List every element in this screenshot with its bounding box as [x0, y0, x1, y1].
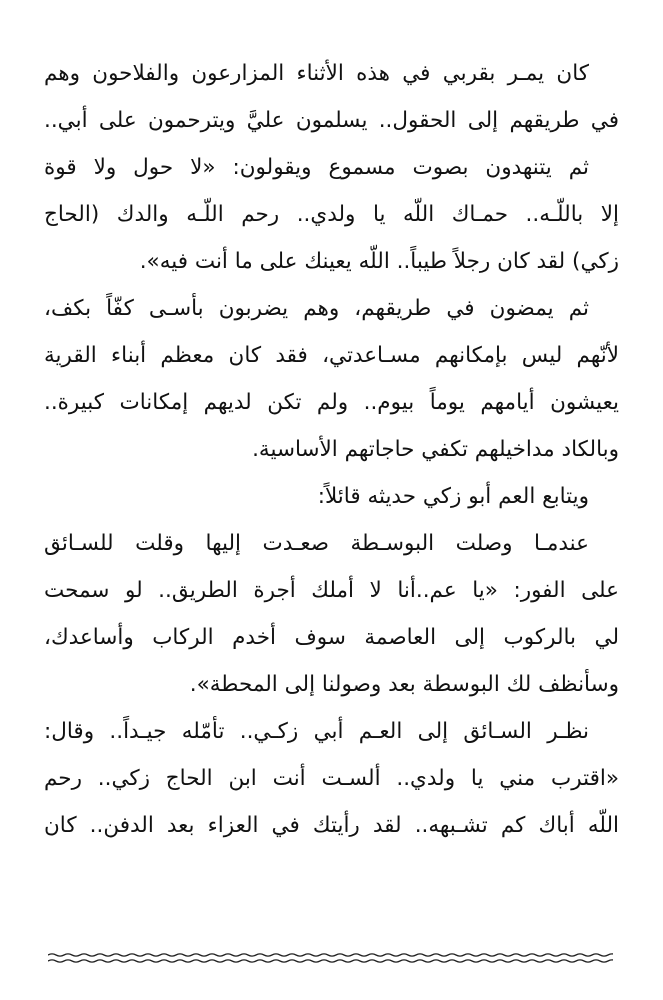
- text-line: وبالكاد مداخيلهم تكفي حاجاتهم الأساسية.: [252, 437, 619, 462]
- text-line: لأنّهم ليس بإمكانهم مسـاعدتي، فقد كان معظم أبناء القرية: [44, 343, 619, 368]
- text-line: زكي) لقد كان رجلاً طيباً.. اللّه يعينك على ما أنت فيه».: [139, 249, 619, 274]
- text-line: كان يمـر بقربي في هذه الأثناء المزارعون والفلاحون وهم: [44, 61, 589, 86]
- text-line: «اقترب مني يا ولدي.. ألسـت أنت ابن الحاج زكي.. رحم: [44, 766, 619, 791]
- text-line: لي بالركوب إلى العاصمة سوف أخدم الركاب وأساعدك،: [44, 625, 619, 650]
- text-line: ثم يمضون في طريقهم، وهم يضربون بأسـى كفّاً بكف،: [44, 296, 589, 321]
- text-line: يعيشون أيامهم يوماً بيوم.. ولم تكن لديهم إمكانات كبيرة..: [44, 390, 619, 415]
- book-page-text: [44, 50, 619, 849]
- text-line: اللّه أباك كم تشـبهه.. لقد رأيتك في العزاء بعد الدفن.. كان: [44, 813, 619, 838]
- text-line: على الفور: «يا عم..أنا لا أملك أجرة الطريق.. لو سمحت: [44, 578, 619, 603]
- text-line: ثم يتنهدون بصوت مسموع ويقولون: «لا حول ولا قوة: [44, 155, 589, 180]
- wavy-divider: [48, 950, 613, 966]
- text-line: عندمـا وصلت البوسـطة صعـدت إليها وقلت للسـائق: [44, 531, 589, 556]
- text-line: نظـر السـائق إلى العـم أبي زكـي.. تأمّله جيـداً.. وقال:: [44, 719, 589, 744]
- text-line: وسأنظف لك البوسطة بعد وصولنا إلى المحطة».: [189, 672, 619, 697]
- text-line: ويتابع العم أبو زكي حديثه قائلاً:: [317, 484, 589, 509]
- text-line: إلا باللّـه.. حمـاك اللّه يا ولدي.. رحم اللّـه والدك (الحاج: [44, 202, 619, 227]
- text-line: في طريقهم إلى الحقول.. يسلمون عليَّ ويترحمون على أبي..: [44, 108, 619, 133]
